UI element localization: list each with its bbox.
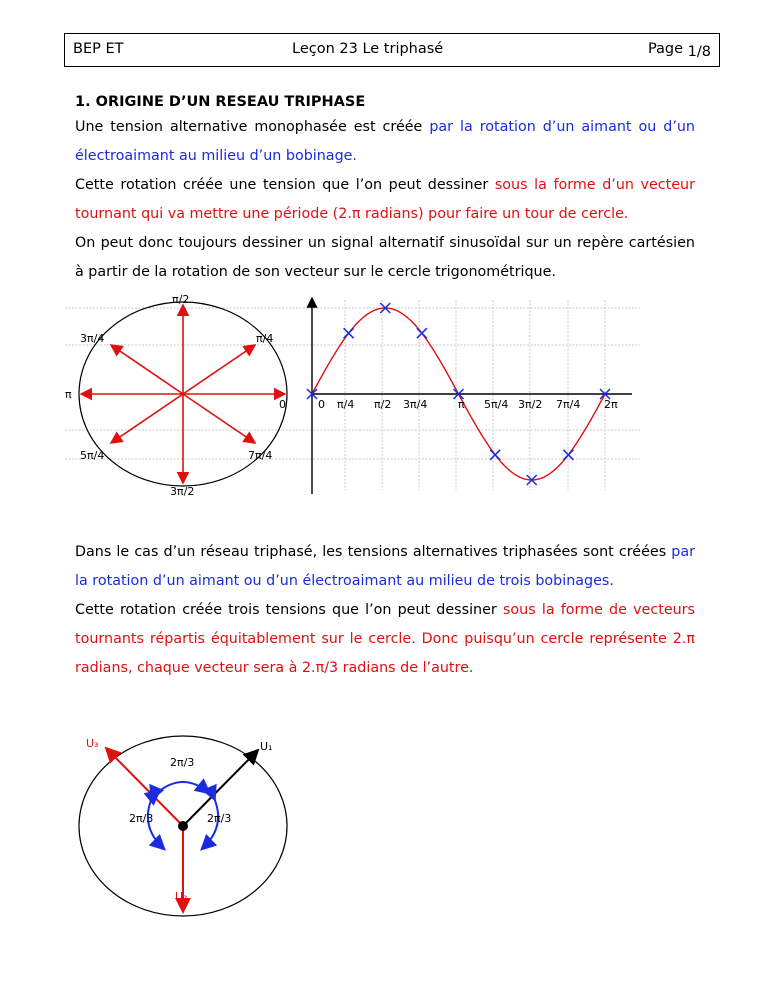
x-tick-label: π/4 [337,398,355,411]
p1-highlight: par la rotation d’un aimant ou d’un électroaimant au milieu d’un bobinage. [75,119,695,164]
p2-text: Cette rotation créée une tension que l’on peut dessiner [75,177,495,193]
x-tick-label: 2π [604,398,618,411]
triphase-diagram [0,700,768,920]
x-tick-label: 3π/4 [403,398,428,411]
x-tick-label: π/2 [374,398,392,411]
x-tick-label: 3π/2 [518,398,543,411]
data-point-marker [490,450,500,460]
paragraph-monophase [75,113,695,287]
page-header [64,33,720,67]
page-label: Page [647,41,684,57]
circle-label-5pi-4: 5π/4 [80,449,105,462]
page-indicator [647,41,711,60]
rotor-center [178,821,188,831]
p5-text: Cette rotation créée trois tensions que l’on peut dessiner [75,602,503,618]
p1-text: Une tension alternative monophasée est créée [75,119,430,135]
x-tick-label: 7π/4 [556,398,581,411]
x-tick-label: 5π/4 [484,398,509,411]
p4-text: Dans le cas d’un réseau triphasé, les tensions alternatives triphasées sont créées [75,544,672,560]
p5-highlight: sous la forme de vecteurs tournants répartis équitablement sur le cercle. Donc puisqu’un cercle représente 2.π radians, chaque vecteur sera à 2.π/3 radians de l’autre. [75,602,696,676]
circle-label-3pi-2: 3π/2 [170,485,195,498]
angle-label-left: 2π/3 [129,812,154,825]
angle-label-top: 2π/3 [170,756,195,769]
circle-label-0: 0 [279,398,286,411]
circle-label-7pi-4: 7π/4 [248,449,273,462]
circle-label-3pi-4: 3π/4 [80,332,105,345]
x-tick-label: π [458,398,465,411]
page-number: 1/8 [687,44,711,60]
circle-label-pi: π [65,388,72,401]
p4-highlight: par la rotation d’un aimant ou d’un électroaimant au milieu de trois bobinages. [75,544,695,589]
label-u2: U₂ [175,890,188,903]
angle-arc-top [158,782,208,792]
course-label: BEP ET [73,41,124,57]
p3-text: On peut donc toujours dessiner un signal alternatif sinusoïdal sur un repère cartésien à partir de la rotation de son vecteur sur le cercle trigonométrique. [75,235,695,280]
trig-figure [0,285,768,505]
paragraph-triphase [75,538,695,683]
label-u3: U₃ [86,737,99,750]
label-u1: U₁ [260,740,273,753]
circle-label-pi-4: π/4 [256,332,274,345]
circle-label-pi-2: π/2 [172,293,190,306]
data-point-marker [417,328,427,338]
angle-label-right: 2π/3 [207,812,232,825]
p2-highlight: sous la forme d’un vecteur tournant qui va mettre une période (2.π radians) pour faire un tour de cercle. [75,177,695,222]
lesson-title: Leçon 23 Le triphasé [292,41,444,57]
x-tick-label: 0 [318,398,325,411]
section-title: 1. ORIGINE D’UN RESEAU TRIPHASE [75,94,366,110]
